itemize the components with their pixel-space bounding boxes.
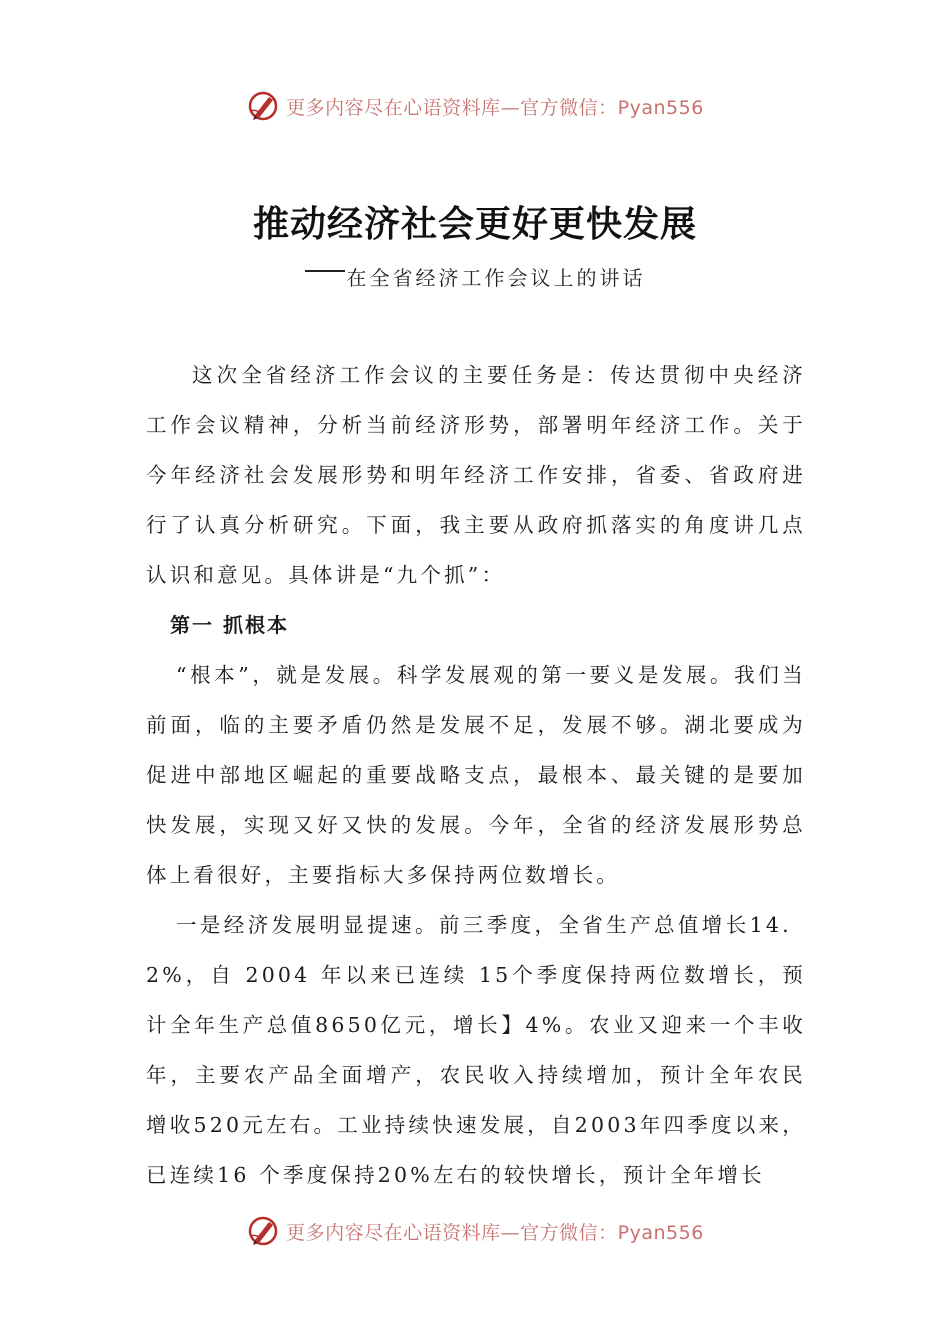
subtitle-text: 在全省经济工作会议上的讲话: [346, 266, 646, 290]
document-body: [146, 350, 806, 1200]
watermark-text: 更多内容尽在心语资料库—官方微信：Pyan556: [286, 96, 704, 119]
pen-logo-icon: [246, 1214, 280, 1248]
pen-logo-icon: [246, 89, 280, 123]
em-dash: [305, 270, 345, 272]
document-subtitle: [0, 262, 950, 291]
wechat-id: Pyan556: [617, 96, 704, 119]
watermark-banner-top: [0, 86, 950, 126]
section-heading: 第一 抓根本: [170, 613, 289, 637]
document-title: 推动经济社会更好更快发展: [252, 204, 697, 245]
paragraph-2: 一是经济发展明显提速。前三季度，全省生产总值增长14．2%，自 2004 年以来已连续 15个季度保持两位数增长，预计全年生产总值8650亿元，增长】4%。农业又迎来一个丰收年，主要农产品全面增产，农民收入持续增加，预计全年农民增收520元左右。工业持续快速发展，自2003年四季度以来，已连续16 个季度保持20%左右的较快增长，预计全年增长: [146, 913, 806, 1187]
watermark-banner-bottom: [0, 1211, 950, 1251]
wechat-id: Pyan556: [617, 1221, 704, 1244]
watermark-text: 更多内容尽在心语资料库—官方微信：Pyan556: [286, 1221, 704, 1244]
intro-paragraph: 这次全省经济工作会议的主要任务是：传达贯彻中央经济工作会议精神，分析当前经济形势，部署明年经济工作。关于今年经济社会发展形势和明年经济工作安排，省委、省政府进行了认真分析研究。下面，我主要从政府抓落实的角度讲几点认识和意见。具体讲是“九个抓”：: [146, 363, 806, 587]
paragraph-1: “根本”，就是发展。科学发展观的第一要义是发展。我们当前面，临的主要矛盾仍然是发展不足，发展不够。湖北要成为促进中部地区崛起的重要战略支点，最根本、最关键的是要加快发展，实现又好又快的发展。今年，全省的经济发展形势总体上看很好，主要指标大多保持两位数增长。: [146, 663, 806, 887]
